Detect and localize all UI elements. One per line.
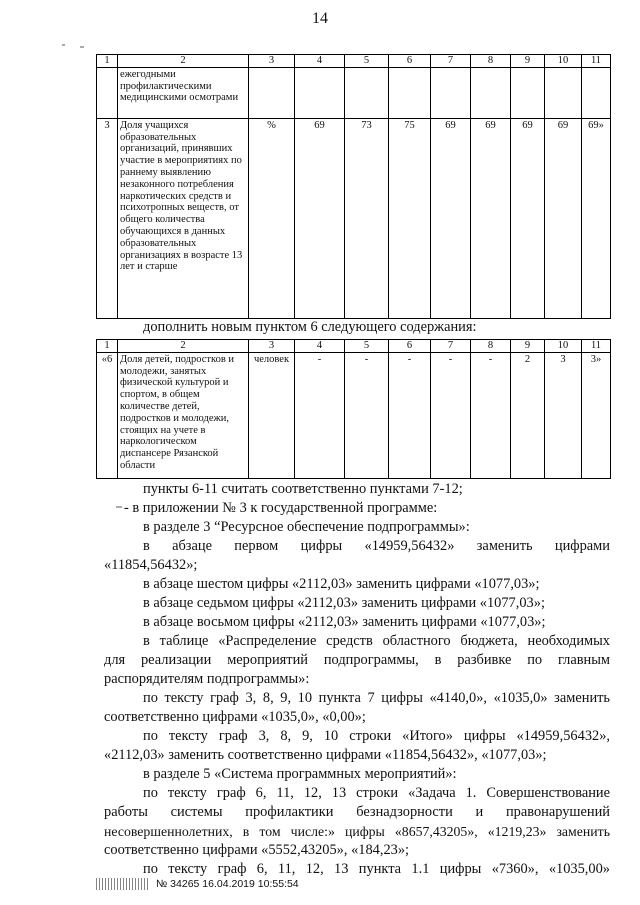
header-cell: 4 <box>295 55 345 68</box>
table-cell: 75 <box>389 118 431 318</box>
table-cell: Доля учащихся образовательных организаций, принявших участие в мероприятиях по раннему выявлению незаконного потребления наркотических средств и психотропных веществ, от общего количества обучающихся в данных образовательных организациях в возрасте 13 лет и старше <box>118 118 249 318</box>
table-cell: ежегодными профилактическими медицинскими осмотрами <box>118 67 249 118</box>
header-cell: 10 <box>545 340 582 353</box>
header-cell: 5 <box>345 55 389 68</box>
body-line: по тексту граф 3, 8, 9, 10 пункта 7 цифры «4140,0», «1035,0» заменить <box>143 690 610 706</box>
table-header-row <box>97 55 611 68</box>
scan-artifact <box>80 46 84 48</box>
table-row <box>97 352 611 478</box>
scan-artifact <box>116 506 122 508</box>
table-cell: 3 <box>97 118 118 318</box>
table-cell: 69 <box>545 118 582 318</box>
table-cell: 69 <box>511 118 545 318</box>
scan-artifact <box>62 44 65 46</box>
table-cell: - <box>389 352 431 478</box>
table-cell: 69 <box>295 118 345 318</box>
body-line: пункты 6-11 считать соответственно пунктами 7-12; <box>143 481 463 497</box>
body-line: в абзаце седьмом цифры «2112,03» заменить цифрами «1077,03»; <box>143 595 545 611</box>
table-cell: 3» <box>582 352 611 478</box>
registration-footer: № 34265 16.04.2019 10:55:54 <box>156 878 299 890</box>
table-header-row <box>97 340 611 353</box>
table-cell: 69 <box>471 118 511 318</box>
body-line: в разделе 5 «Система программных мероприятий»: <box>143 766 457 782</box>
body-line: для реализации мероприятий подпрограммы, в разбивке по главным <box>104 652 610 668</box>
table-cell: 69 <box>431 118 471 318</box>
header-cell: 8 <box>471 55 511 68</box>
header-cell: 10 <box>545 55 582 68</box>
body-line: в абзаце шестом цифры «2112,03» заменить цифрами «1077,03»; <box>143 576 540 592</box>
body-line: работы системы профилактики безнадзорности и правонарушений <box>104 804 610 820</box>
barcode-stamp <box>96 878 148 890</box>
header-cell: 2 <box>118 340 249 353</box>
table-cell: 69» <box>582 118 611 318</box>
body-line: в абзаце первом цифры «14959,56432» заменить цифрами <box>143 538 610 554</box>
table-row <box>97 67 611 118</box>
table-cell: «6 <box>97 352 118 478</box>
body-line: в разделе 3 “Ресурсное обеспечение подпрограммы»: <box>143 519 470 535</box>
body-line: распорядителям подпрограммы»: <box>104 671 310 687</box>
body-line: по тексту граф 6, 11, 12, 13 строки «Задача 1. Совершенствование <box>143 785 610 801</box>
body-line: - в приложении № 3 к государственной программе: <box>124 500 438 516</box>
body-line: соответственно цифрами «5552,43205», «184,23»; <box>104 842 410 858</box>
table-cell: 2 <box>511 352 545 478</box>
header-cell: 6 <box>389 55 431 68</box>
table-row <box>97 118 611 318</box>
header-cell: 9 <box>511 340 545 353</box>
table-cell: человек <box>249 352 295 478</box>
header-cell: 11 <box>582 340 611 353</box>
body-line: по тексту граф 6, 11, 12, 13 пункта 1.1 цифры «7360», «1035,00» <box>143 861 610 877</box>
intro-line: дополнить новым пунктом 6 следующего содержания: <box>143 319 477 335</box>
body-line: соответственно цифрами «1035,0», «0,00»; <box>104 709 366 725</box>
indicator-table-1 <box>96 54 611 319</box>
body-line: «11854,56432»; <box>104 557 198 573</box>
body-line: в таблице «Распределение средств областного бюджета, необходимых <box>143 633 610 649</box>
header-cell: 7 <box>431 340 471 353</box>
table-cell: 3 <box>545 352 582 478</box>
table-cell: 73 <box>345 118 389 318</box>
header-cell: 3 <box>249 55 295 68</box>
header-cell: 7 <box>431 55 471 68</box>
header-cell: 11 <box>582 55 611 68</box>
table-cell: % <box>249 118 295 318</box>
body-line: в абзаце восьмом цифры «2112,03» заменить цифрами «1077,03»; <box>143 614 546 630</box>
table-cell: Доля детей, подростков и молодежи, занятых физической культурой и спортом, в общем количестве детей, подростков и молодежи, стоящих на учете в наркологическом диспансере Рязанской области <box>118 352 249 478</box>
header-cell: 1 <box>97 55 118 68</box>
table-cell: - <box>295 352 345 478</box>
header-cell: 8 <box>471 340 511 353</box>
body-line: по тексту граф 3, 8, 9, 10 строки «Итого» цифры «14959,56432», <box>143 728 610 744</box>
header-cell: 2 <box>118 55 249 68</box>
header-cell: 1 <box>97 340 118 353</box>
body-line: несовершеннолетних, в том числе:» цифры «8657,43205», «1219,23» заменить <box>104 824 610 839</box>
header-cell: 9 <box>511 55 545 68</box>
table-cell: - <box>471 352 511 478</box>
table-cell: - <box>345 352 389 478</box>
header-cell: 3 <box>249 340 295 353</box>
table-cell: - <box>431 352 471 478</box>
header-cell: 4 <box>295 340 345 353</box>
header-cell: 5 <box>345 340 389 353</box>
body-line: «2112,03» заменить соответственно цифрами «11854,56432», «1077,03»; <box>104 747 547 763</box>
page-number: 14 <box>312 10 328 27</box>
indicator-table-2 <box>96 339 611 479</box>
header-cell: 6 <box>389 340 431 353</box>
